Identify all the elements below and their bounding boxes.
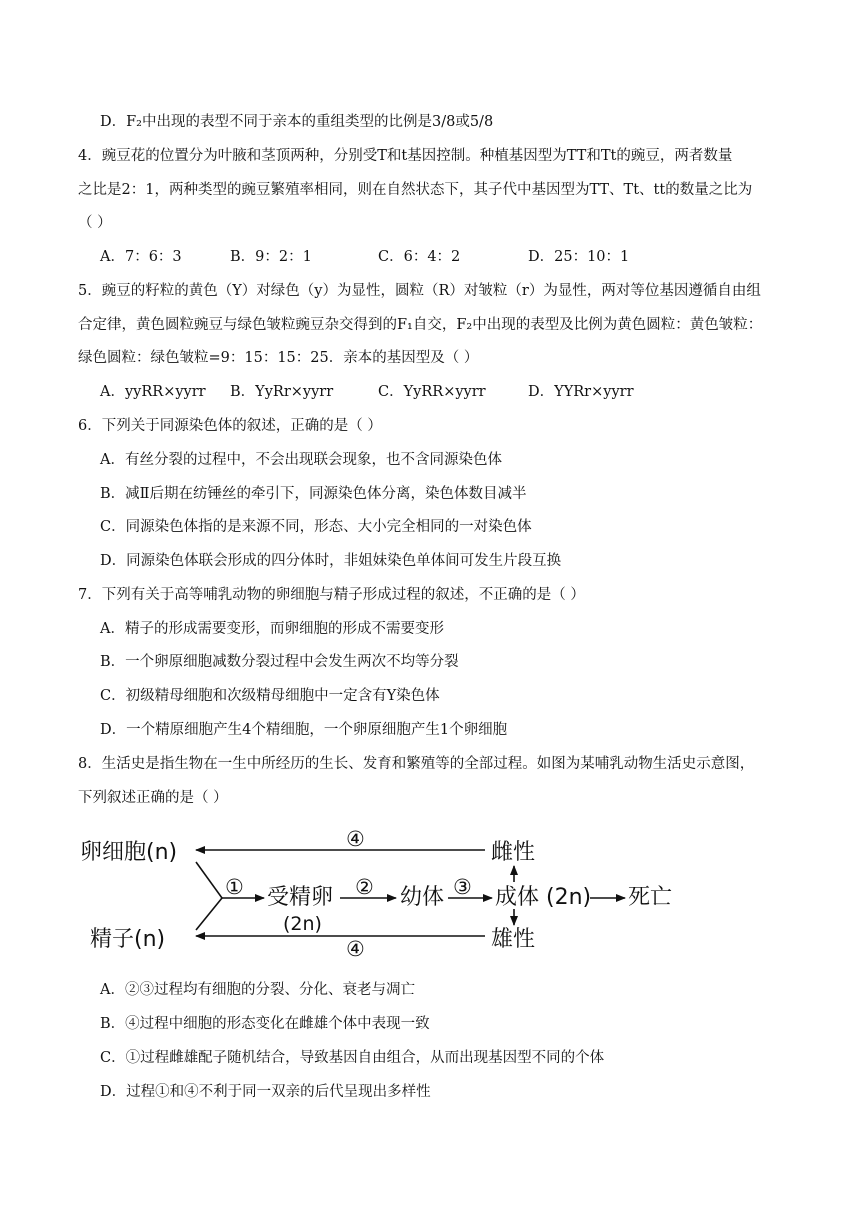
q6-option-d[interactable]: D．同源染色体联会形成的四分体时，非姐妹染色单体间可发生片段互换 xyxy=(100,553,562,569)
q5-option-a[interactable]: A．yyRR×yyrr xyxy=(100,384,206,400)
step-1-label: ① xyxy=(225,875,244,899)
q4-stem-line-1: 4．豌豆花的位置分为叶腋和茎顶两种，分别受T和t基因控制。种植基因型为TT和Tt的豌豆，两者数量 xyxy=(78,148,733,164)
q7-option-a[interactable]: A．精子的形成需要变形，而卵细胞的形成不需要变形 xyxy=(100,621,444,637)
q6-option-b[interactable]: B．减Ⅱ后期在纺锤丝的牵引下，同源染色体分离，染色体数目减半 xyxy=(100,486,527,502)
q8-stem-line-2: 下列叙述正确的是（ ） xyxy=(78,790,228,806)
egg-label: 卵细胞(n) xyxy=(80,840,178,865)
q8-option-a[interactable]: A．②③过程均有细胞的分裂、分化、衰老与凋亡 xyxy=(100,982,415,998)
q6-stem: 6．下列关于同源染色体的叙述，正确的是（ ） xyxy=(78,418,382,434)
q3-option-d[interactable]: D．F₂中出现的表型不同于亲本的重组类型的比例是3/8或5/8 xyxy=(100,114,494,130)
q8-option-c[interactable]: C．①过程雌雄配子随机结合，导致基因自由组合，从而出现基因型不同的个体 xyxy=(100,1050,605,1066)
q7-option-d[interactable]: D．一个精原细胞产生4个精细胞，一个卵原细胞产生1个卵细胞 xyxy=(100,722,508,738)
zygote-label: 受精卵 xyxy=(267,885,334,910)
q4-option-c[interactable]: C．6：4：2 xyxy=(378,249,461,265)
q4-stem-line-3: （ ） xyxy=(78,215,112,231)
adult-label: 成体 (2n) xyxy=(495,885,592,910)
life-cycle-diagram xyxy=(80,818,700,958)
q5-option-b[interactable]: B．YyRr×yyrr xyxy=(230,384,334,400)
q5-stem-line-1: 5．豌豆的籽粒的黄色（Y）对绿色（y）为显性，圆粒（R）对皱粒（r）为显性，两对等位基因遵循自由组 xyxy=(78,283,761,299)
juvenile-label: 幼体 xyxy=(400,885,445,910)
q7-option-c[interactable]: C．初级精母细胞和次级精母细胞中一定含有Y染色体 xyxy=(100,688,440,704)
step-4-bottom-label: ④ xyxy=(346,937,365,958)
male-label: 雄性 xyxy=(491,927,536,952)
female-label: 雌性 xyxy=(491,840,536,865)
q5-option-d[interactable]: D．YYRr×yyrr xyxy=(528,384,634,400)
q4-stem-line-2: 之比是2：1，两种类型的豌豆繁殖率相同，则在自然状态下，其子代中基因型为TT、Tt、tt的数量之比为 xyxy=(78,182,753,198)
zygote-ploidy-label: (2n) xyxy=(283,913,322,935)
q6-option-c[interactable]: C．同源染色体指的是来源不同，形态、大小完全相同的一对染色体 xyxy=(100,519,532,535)
q4-option-d[interactable]: D．25：10：1 xyxy=(528,249,630,265)
q4-option-b[interactable]: B．9：2：1 xyxy=(230,249,312,265)
line-sperm-to-fusion xyxy=(196,898,222,930)
q8-stem-line-1: 8．生活史是指生物在一生中所经历的生长、发育和繁殖等的全部过程。如图为某哺乳动物生活史示意图， xyxy=(78,756,755,772)
q4-option-a[interactable]: A．7：6：3 xyxy=(100,249,182,265)
death-label: 死亡 xyxy=(628,885,673,910)
q5-option-c[interactable]: C．YyRR×yyrr xyxy=(378,384,486,400)
step-4-top-label: ④ xyxy=(346,827,365,851)
q8-option-b[interactable]: B．④过程中细胞的形态变化在雌雄个体中表现一致 xyxy=(100,1016,430,1032)
q5-stem-line-2: 合定律，黄色圆粒豌豆与绿色皱粒豌豆杂交得到的F₁自交，F₂中出现的表型及比例为黄色圆粒：黄色皱粒： xyxy=(78,317,763,333)
q7-stem: 7．下列有关于高等哺乳动物的卵细胞与精子形成过程的叙述，不正确的是（ ） xyxy=(78,587,585,603)
q5-stem-line-3: 绿色圆粒：绿色皱粒=9：15：15：25．亲本的基因型及（ ） xyxy=(78,350,479,366)
step-3-label: ③ xyxy=(453,875,472,899)
q7-option-b[interactable]: B．一个卵原细胞减数分裂过程中会发生两次不均等分裂 xyxy=(100,654,459,670)
sperm-label: 精子(n) xyxy=(90,927,166,952)
line-egg-to-fusion xyxy=(196,862,222,898)
q8-option-d[interactable]: D．过程①和④不利于同一双亲的后代呈现出多样性 xyxy=(100,1084,431,1100)
step-2-label: ② xyxy=(355,875,374,899)
q6-option-a[interactable]: A．有丝分裂的过程中，不会出现联会现象，也不含同源染色体 xyxy=(100,452,502,468)
